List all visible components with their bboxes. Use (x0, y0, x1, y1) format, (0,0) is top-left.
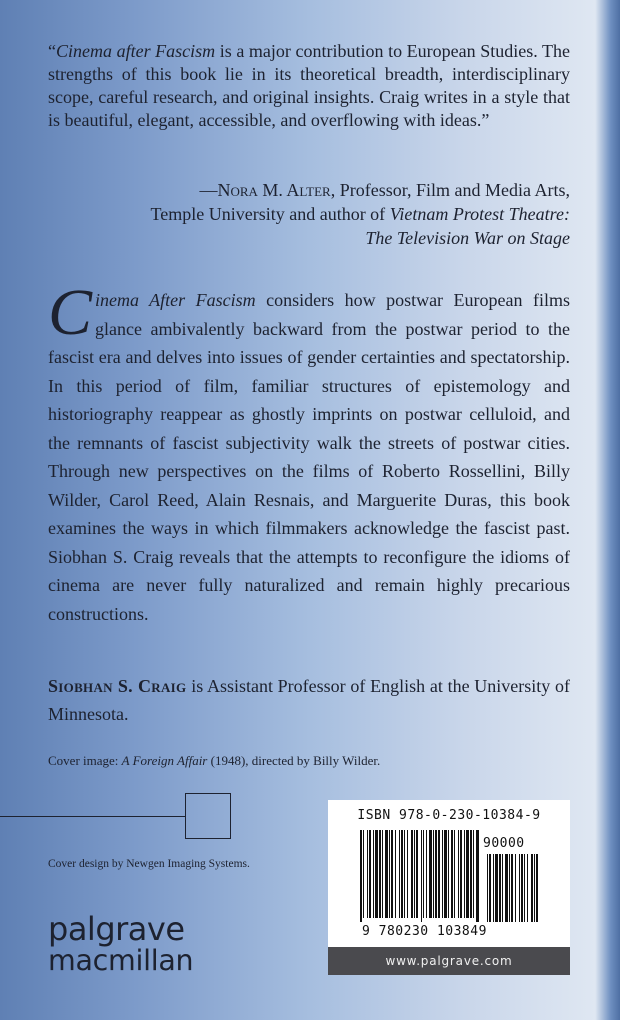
cover-film-title: A Foreign Affair (121, 753, 208, 768)
publisher-website: www.palgrave.com (328, 947, 570, 975)
drop-cap: C (48, 276, 93, 349)
attribution-line-1: —Nora M. Alter, Professor, Film and Media Arts, (199, 180, 570, 200)
open-quote: “ (48, 41, 56, 61)
attribution-line-3 (10, 226, 570, 250)
barcode-panel (328, 800, 570, 947)
description-text: considers how postwar European films glance ambivalently backward from the postwar period to the fascist era and delves into issues of gender certainties and spectatorship. In this period of film, familiar structures of epistemology and historiography reappear as ghostly imprints on postwar celluloid, and the remnants of fascist subjectivity walk the streets of postwar cities. Through new perspectives on the films of Roberto Rossellini, Billy Wilder, Carol Reed, Alain Resnais, and Marguerite Duras, this book examines the ways in which filmmakers acknowledge the fascist past. Siobhan S. Craig reveals that the attempts to reconfigure the idioms of cinema are never fully naturalized and remain highly precarious constructions. (48, 290, 570, 624)
publisher-logo (48, 912, 193, 976)
quoted-book-title: Cinema after Fascism (56, 41, 216, 61)
author-name: Siobhan S. Craig (48, 676, 187, 696)
endorser-affiliation: Temple University and author of (150, 204, 390, 224)
description-book-title: inema After Fascism (95, 290, 256, 310)
author-bio (48, 672, 570, 728)
cover-design-credit: Cover design by Newgen Imaging Systems. (48, 858, 250, 870)
endorser-name: Nora M. Alter (217, 180, 331, 200)
publisher-logo-line-1: palgrave (48, 910, 185, 948)
endorsement-attribution (10, 178, 570, 250)
cover-image-credit: Cover image: A Foreign Affair (1948), directed by Billy Wilder. (48, 753, 381, 768)
attribution-line-2 (10, 202, 570, 226)
decorative-rule (0, 816, 185, 817)
barcode-number: 9 780230 103849 (362, 924, 487, 939)
publisher-logo-line-2: macmillan (48, 944, 194, 977)
decorative-square (185, 793, 231, 839)
endorser-role: , Professor, Film and Media Arts, (330, 180, 570, 200)
book-description (48, 276, 570, 628)
isbn-label: ISBN 978-0-230-10384-9 (357, 808, 541, 823)
endorser-book-subtitle: The Television War on Stage (365, 228, 570, 248)
author-bio-text: is Assistant Professor of English at the University of Minnesota. (48, 676, 570, 724)
barcode-addon-number: 90000 (483, 836, 525, 851)
endorser-book-title: Vietnam Protest Theatre: (389, 204, 570, 224)
endorsement-text: is a major contribution to European Studies. The strengths of this book lie in its theoretical breadth, interdisciplinary scope, careful research, and original insights. Craig writes in a style that is beautiful, elegant, accessible, and overflowing with ideas.” (48, 41, 570, 130)
endorsement-quote (48, 40, 570, 132)
